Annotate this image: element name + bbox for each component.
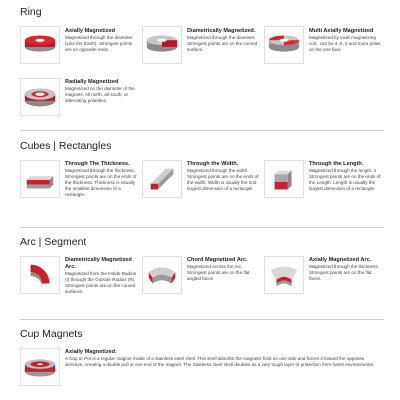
arc-axial-image [264,256,304,294]
divider [20,227,384,228]
cube-length-desc: Magnetized through the length. 2 Strongest points are on the ends of the Length. Length is usually the largest dimension of a rectangle. [309,168,381,191]
arc-chord-image [142,256,182,294]
arc-diametric-title: Diametrically Magnetized Arc. [65,257,132,270]
cup-axial-image [20,348,60,386]
ring-axial-title: Axially Magnetized [65,28,116,34]
ring-axial-desc: Magnetized through the diameter (Like the Earth). Strongest points are on opposite ends. [65,35,133,52]
ring-multi-axial-desc: Magnetized by multi magnetizing coil , can be 4, 6, 8 and more poles on the one face [309,35,381,52]
arc-axial-desc: Magnetized through the thickness. Strongest points are on the flat faces. [309,264,379,281]
ring-radial-image [20,78,60,116]
section-title-cubes: Cubes | Rectangles [20,140,112,152]
section-title-arc: Arc | Segment [20,236,87,248]
arc-chord-title: Chord Magnetized Arc. [187,257,248,263]
cube-length-title: Through the Length. [309,161,364,167]
section-title-cup: Cup Magnets [20,328,83,340]
divider [20,130,384,131]
arc-diametric-image [20,256,60,294]
ring-multi-axial-image [264,26,304,64]
ring-diametric-image [142,26,182,64]
ring-radial-desc: Magnetized on the diameter of the magnets. All north, all south, or alternating polarities. [65,86,135,103]
cube-thickness-image [20,160,60,198]
cube-width-image [142,160,182,198]
ring-radial-title: Radially Magnetized [65,79,119,85]
cup-axial-desc: A Cup or Pot is a regular magnet inside of a stainless steel shell. This shell absorbs the magnetic field on one side and forces it toward the opposite direction, creating a double pull at one end of the magnet. The Stainless steel shell doubles as a very tough layer of protection form harsh environments. [65,356,375,368]
cube-thickness-title: Through The Thickness. [65,161,130,167]
ring-diametric-desc: Magnetized through the diameter. Strongest points are on the curved surface. [187,35,258,52]
cube-width-desc: Magnetized through the width. Strongest points are on the ends of the width. Width is usually the 2nd largest dimension of a rectangle. [187,168,259,191]
ring-multi-axial-title: Multi Axially Magnetized [309,28,374,34]
divider [20,319,384,320]
arc-diametric-desc: Magnetized from the Inside Radius (I) through the Outside Radius (R). Strongest points are on the curved surfaces. [65,270,136,294]
ring-diametric-title: Diametrically Magnetized. [187,28,256,34]
cube-thickness-desc: Magnetized through the thickness. Strongest points are on the ends of the thickness. Thickness is usually the smallest dimension of a rectangle. [65,168,137,197]
cube-width-title: Through the Width. [187,161,239,167]
ring-axial-image [20,26,60,64]
arc-axial-title: Axially Magnetized Arc. [309,257,372,263]
cup-axial-title: Axially Magnetized. [65,349,117,355]
cube-length-image [264,160,304,198]
section-title-ring: Ring [20,6,42,18]
arc-chord-desc: Magnetized Across the Arc. Strongest points are on the flat angled faces [187,264,250,281]
